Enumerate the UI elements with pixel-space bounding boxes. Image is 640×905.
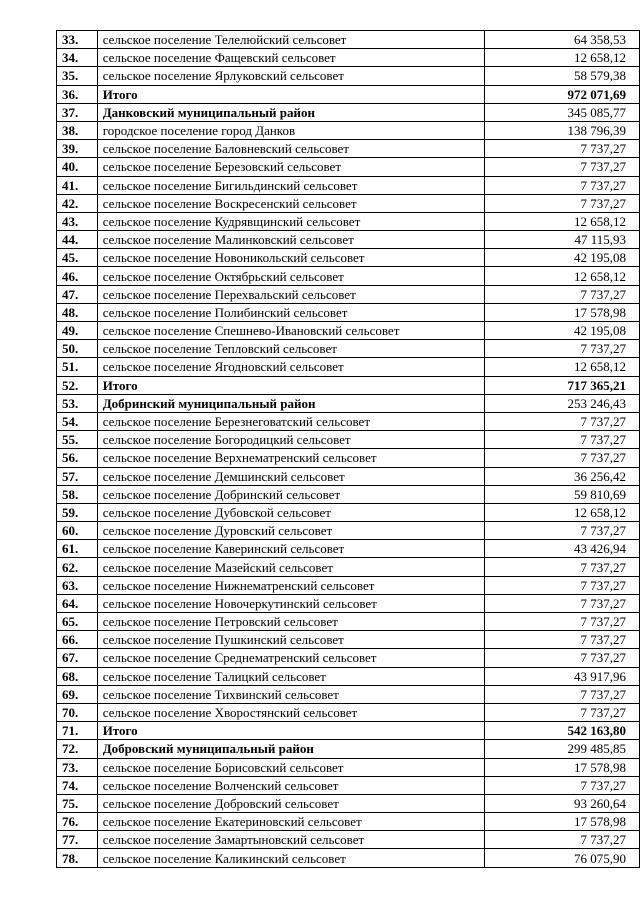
table-row [57,85,640,103]
row-name: городское поселение город Данков [97,121,485,139]
row-value: 7 737,27 [485,158,640,176]
row-name: сельское поселение Телелюйский сельсовет [97,31,485,49]
table-row [57,540,640,558]
row-value: 7 737,27 [485,140,640,158]
row-name: сельское поселение Фащевский сельсовет [97,49,485,67]
row-name: сельское поселение Дубовской сельсовет [97,503,485,521]
table-row [57,394,640,412]
table-row [57,558,640,576]
row-number: 42. [57,194,98,212]
table-row [57,303,640,321]
table-row [57,67,640,85]
row-number: 75. [57,794,98,812]
row-name: сельское поселение Березнеговатский сельсовет [97,412,485,430]
row-value: 7 737,27 [485,831,640,849]
table-row [57,522,640,540]
table-row [57,758,640,776]
table-row [57,467,640,485]
row-number: 35. [57,67,98,85]
row-number: 45. [57,249,98,267]
row-number: 49. [57,322,98,340]
table-row [57,794,640,812]
table-row [57,285,640,303]
row-name: сельское поселение Кудрявщинский сельсовет [97,212,485,230]
table-row [57,267,640,285]
row-number: 66. [57,631,98,649]
row-number: 61. [57,540,98,558]
row-number: 34. [57,49,98,67]
row-number: 48. [57,303,98,321]
row-value: 7 737,27 [485,631,640,649]
row-name: сельское поселение Екатериновский сельсовет [97,813,485,831]
table-row [57,594,640,612]
row-number: 72. [57,740,98,758]
row-name: сельское поселение Баловневский сельсовет [97,140,485,158]
row-number: 51. [57,358,98,376]
table-row [57,667,640,685]
row-name: сельское поселение Октябрьский сельсовет [97,267,485,285]
row-name: сельское поселение Хворостянский сельсовет [97,703,485,721]
table-row [57,722,640,740]
row-value: 138 796,39 [485,121,640,139]
row-number: 39. [57,140,98,158]
row-number: 65. [57,613,98,631]
row-number: 44. [57,231,98,249]
row-number: 64. [57,594,98,612]
row-name: сельское поселение Дуровский сельсовет [97,522,485,540]
row-value: 7 737,27 [485,449,640,467]
row-name: сельское поселение Полибинский сельсовет [97,303,485,321]
row-number: 33. [57,31,98,49]
row-value: 76 075,90 [485,849,640,867]
row-value: 7 737,27 [485,431,640,449]
row-value: 7 737,27 [485,194,640,212]
row-value: 12 658,12 [485,503,640,521]
row-name: сельское поселение Талицкий сельсовет [97,667,485,685]
row-name: сельское поселение Добровский сельсовет [97,794,485,812]
row-number: 40. [57,158,98,176]
row-number: 58. [57,485,98,503]
row-value: 253 246,43 [485,394,640,412]
row-number: 78. [57,849,98,867]
row-number: 43. [57,212,98,230]
row-name: сельское поселение Нижнематренский сельсовет [97,576,485,594]
table-row [57,831,640,849]
table-row [57,485,640,503]
row-name: сельское поселение Бигильдинский сельсовет [97,176,485,194]
row-name: Данковский муниципальный район [97,103,485,121]
row-name: сельское поселение Волченский сельсовет [97,776,485,794]
table-row [57,103,640,121]
row-name: Итого [97,376,485,394]
row-value: 12 658,12 [485,358,640,376]
row-number: 67. [57,649,98,667]
row-value: 7 737,27 [485,613,640,631]
table-row [57,322,640,340]
row-number: 73. [57,758,98,776]
row-number: 77. [57,831,98,849]
row-value: 42 195,08 [485,322,640,340]
row-value: 7 737,27 [485,649,640,667]
row-name: Итого [97,722,485,740]
table-row [57,212,640,230]
row-number: 69. [57,685,98,703]
row-name: сельское поселение Богородицкий сельсовет [97,431,485,449]
table-row [57,431,640,449]
table-row [57,176,640,194]
table-row [57,685,640,703]
table-row [57,631,640,649]
row-number: 56. [57,449,98,467]
row-name: сельское поселение Воскресенский сельсовет [97,194,485,212]
row-number: 76. [57,813,98,831]
row-name: сельское поселение Новоникольский сельсовет [97,249,485,267]
table-row [57,503,640,521]
table-row [57,613,640,631]
allocation-table [56,30,640,868]
row-value: 717 365,21 [485,376,640,394]
row-number: 70. [57,703,98,721]
row-name: сельское поселение Среднематренский сельсовет [97,649,485,667]
row-number: 54. [57,412,98,430]
row-value: 17 578,98 [485,758,640,776]
row-name: сельское поселение Петровский сельсовет [97,613,485,631]
table-row [57,576,640,594]
row-number: 71. [57,722,98,740]
row-value: 93 260,64 [485,794,640,812]
row-name: сельское поселение Березовский сельсовет [97,158,485,176]
table-row [57,49,640,67]
row-number: 47. [57,285,98,303]
table-row [57,649,640,667]
row-number: 74. [57,776,98,794]
row-value: 7 737,27 [485,522,640,540]
row-number: 57. [57,467,98,485]
table-row [57,31,640,49]
row-value: 7 737,27 [485,558,640,576]
row-value: 7 737,27 [485,576,640,594]
row-value: 7 737,27 [485,594,640,612]
table-row [57,412,640,430]
row-number: 52. [57,376,98,394]
table-row [57,340,640,358]
table-row [57,776,640,794]
table-row [57,158,640,176]
table-row [57,249,640,267]
row-name: сельское поселение Пушкинский сельсовет [97,631,485,649]
row-value: 542 163,80 [485,722,640,740]
row-name: сельское поселение Перехвальский сельсовет [97,285,485,303]
row-name: сельское поселение Спешнево-Ивановский сельсовет [97,322,485,340]
row-name: Добровский муниципальный район [97,740,485,758]
row-name: Добринский муниципальный район [97,394,485,412]
table-row [57,358,640,376]
row-number: 37. [57,103,98,121]
row-value: 299 485,85 [485,740,640,758]
row-value: 7 737,27 [485,340,640,358]
row-value: 12 658,12 [485,267,640,285]
row-value: 43 426,94 [485,540,640,558]
row-name: сельское поселение Мазейский сельсовет [97,558,485,576]
row-value: 58 579,38 [485,67,640,85]
row-value: 12 658,12 [485,212,640,230]
row-value: 7 737,27 [485,776,640,794]
row-name: сельское поселение Каликинский сельсовет [97,849,485,867]
row-name: сельское поселение Тепловский сельсовет [97,340,485,358]
row-name: Итого [97,85,485,103]
row-number: 46. [57,267,98,285]
row-value: 36 256,42 [485,467,640,485]
row-name: сельское поселение Каверинский сельсовет [97,540,485,558]
row-value: 7 737,27 [485,176,640,194]
table-row [57,703,640,721]
table-body [57,31,640,868]
row-number: 41. [57,176,98,194]
table-row [57,740,640,758]
row-value: 345 085,77 [485,103,640,121]
row-value: 17 578,98 [485,303,640,321]
row-name: сельское поселение Добринский сельсовет [97,485,485,503]
row-name: сельское поселение Замартыновский сельсовет [97,831,485,849]
row-value: 7 737,27 [485,285,640,303]
table-row [57,140,640,158]
row-value: 7 737,27 [485,703,640,721]
row-value: 972 071,69 [485,85,640,103]
row-name: сельское поселение Тихвинский сельсовет [97,685,485,703]
row-number: 36. [57,85,98,103]
table-row [57,194,640,212]
row-value: 47 115,93 [485,231,640,249]
row-number: 62. [57,558,98,576]
row-value: 42 195,08 [485,249,640,267]
row-value: 64 358,53 [485,31,640,49]
row-name: сельское поселение Ярлуковский сельсовет [97,67,485,85]
row-value: 59 810,69 [485,485,640,503]
row-number: 38. [57,121,98,139]
row-number: 59. [57,503,98,521]
row-name: сельское поселение Малинковский сельсовет [97,231,485,249]
row-name: сельское поселение Борисовский сельсовет [97,758,485,776]
row-value: 43 917,96 [485,667,640,685]
row-value: 17 578,98 [485,813,640,831]
row-number: 68. [57,667,98,685]
row-number: 55. [57,431,98,449]
row-value: 7 737,27 [485,412,640,430]
table-row [57,121,640,139]
row-name: сельское поселение Демшинский сельсовет [97,467,485,485]
row-number: 53. [57,394,98,412]
table-row [57,376,640,394]
row-number: 50. [57,340,98,358]
row-value: 7 737,27 [485,685,640,703]
table-row [57,231,640,249]
row-number: 60. [57,522,98,540]
table-row [57,849,640,867]
row-name: сельское поселение Верхнематренский сельсовет [97,449,485,467]
row-number: 63. [57,576,98,594]
table-row [57,813,640,831]
table-row [57,449,640,467]
row-name: сельское поселение Новочеркутинский сельсовет [97,594,485,612]
row-value: 12 658,12 [485,49,640,67]
row-name: сельское поселение Ягодновский сельсовет [97,358,485,376]
